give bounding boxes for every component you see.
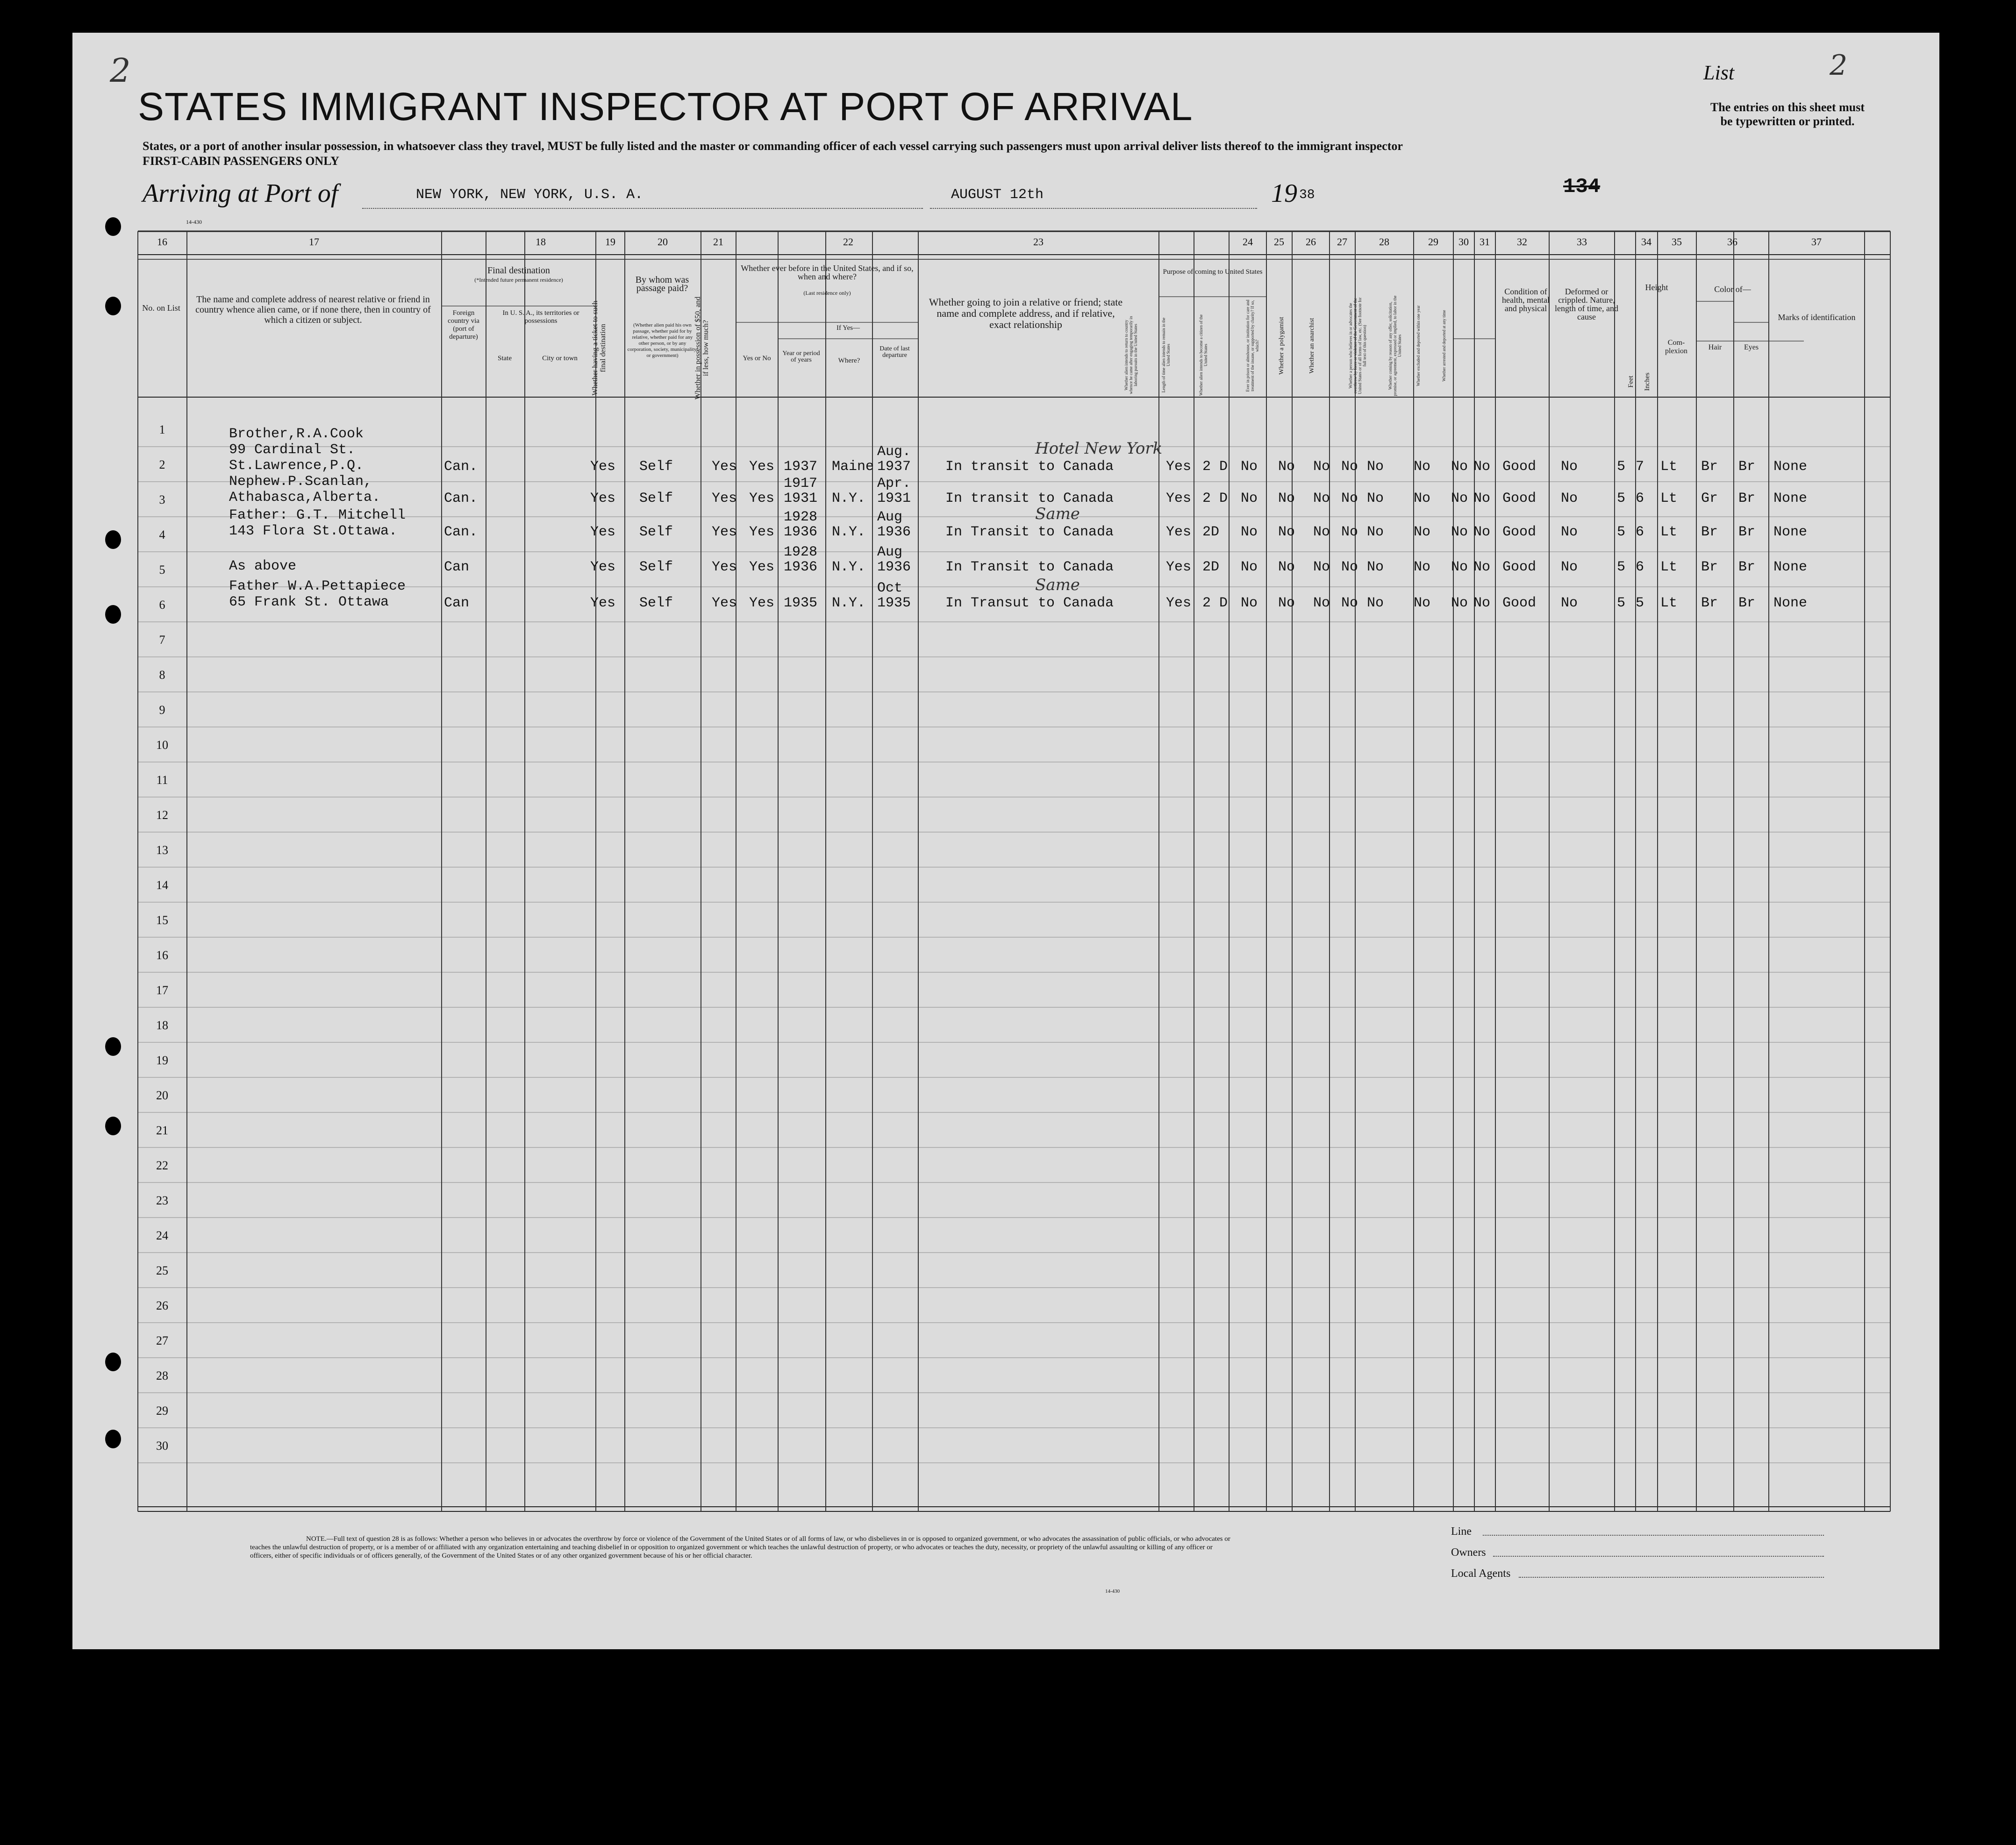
row-number: 5 xyxy=(159,563,165,577)
q29-cell: No xyxy=(1414,491,1431,506)
departure-cell: 1936 xyxy=(877,524,911,540)
header-hair: Hair xyxy=(1708,343,1722,351)
year-suffix: 38 xyxy=(1299,188,1315,202)
inches-cell: 6 xyxy=(1636,491,1644,506)
row-number: 22 xyxy=(156,1159,168,1172)
header-q28: Whether a person who believes in or advocates the overthrow by force or violence of the Government of the United States or of all forms of law, etc. (See footnote for full text of this question) xyxy=(1348,297,1367,394)
fifty-dollars-cell: Yes xyxy=(712,459,737,475)
column-number: 21 xyxy=(713,236,723,248)
header-yes-no: Yes or No xyxy=(743,355,771,362)
q29-cell: No xyxy=(1414,559,1431,575)
year-cell: 1936 xyxy=(784,524,818,540)
row-number: 23 xyxy=(156,1194,168,1207)
q28-cell: No xyxy=(1367,491,1384,506)
anarchist-cell: No xyxy=(1341,459,1358,475)
q31-cell: No xyxy=(1473,491,1491,506)
header-inches: Inches xyxy=(1644,372,1651,391)
polygamist-cell: No xyxy=(1313,491,1330,506)
joining-cell: In transit to Canada xyxy=(945,459,1114,475)
eyes-cell: Br xyxy=(1738,491,1756,506)
column-number: 32 xyxy=(1517,236,1527,248)
column-number: 24 xyxy=(1243,236,1253,248)
header-eyes: Eyes xyxy=(1744,343,1759,351)
health-cell: Good xyxy=(1502,524,1537,540)
header-city: City or town xyxy=(542,355,578,362)
deformed-cell: No xyxy=(1561,595,1578,611)
foreign-country-cell: Can. xyxy=(444,524,478,540)
list-label: List xyxy=(1703,61,1735,84)
q30-cell: No xyxy=(1451,595,1468,611)
prison-cell: No xyxy=(1278,595,1295,611)
departure-cell: 1937 xyxy=(877,459,911,475)
header-date-departure: Date of last departure xyxy=(879,345,910,359)
health-cell: Good xyxy=(1502,459,1537,475)
class-line: FIRST-CABIN PASSENGERS ONLY xyxy=(143,154,339,168)
purpose-length-cell: 2D xyxy=(1202,559,1220,575)
purpose-length-cell: 2D xyxy=(1202,524,1220,540)
health-cell: Good xyxy=(1502,595,1537,611)
form-number: 14-430 xyxy=(186,219,202,225)
inches-cell: 7 xyxy=(1636,459,1644,475)
year-cell: 1936 xyxy=(784,559,818,575)
relative-line: St.Lawrence,P.Q. xyxy=(229,458,364,474)
table-grid xyxy=(72,33,1939,1649)
passage-paid-cell: Self xyxy=(639,459,673,475)
header-final-destination: Final destination xyxy=(487,265,550,276)
foreign-country-cell: Can. xyxy=(444,491,478,506)
inches-cell: 6 xyxy=(1636,559,1644,575)
header-polygamist: Whether a polygamist xyxy=(1278,317,1285,375)
header-deformed: Deformed or crippled. Nature, length of time, and cause xyxy=(1555,287,1618,321)
health-cell: Good xyxy=(1502,491,1537,506)
year-prefix: 19 xyxy=(1271,179,1297,208)
joining-cell: In Transit to Canada xyxy=(945,524,1114,540)
header-joining: Whether going to join a relative or friend; state name and complete address, and if relative, exact relationship xyxy=(929,296,1123,330)
column-number: 22 xyxy=(843,236,853,248)
header-if-yes: If Yes— xyxy=(836,324,860,332)
row-number: 28 xyxy=(156,1369,168,1382)
relative-line: Father: G.T. Mitchell xyxy=(229,507,406,523)
header-in-usa: In U. S. A., its territories or possessions xyxy=(502,309,579,325)
ever-before-cell: Yes xyxy=(749,559,775,575)
q29-cell: No xyxy=(1414,595,1431,611)
departure-cell: 1931 xyxy=(877,491,911,506)
row-number: 11 xyxy=(156,773,168,787)
owners-label: Owners xyxy=(1451,1546,1486,1559)
relative-line: Nephew.P.Scanlan, xyxy=(229,474,372,490)
column-number: 30 xyxy=(1458,236,1469,248)
q29-cell: No xyxy=(1414,524,1431,540)
header-last-residence: (Last residence only) xyxy=(803,290,851,296)
row-number: 4 xyxy=(159,528,165,541)
purpose-length-cell: 2 D xyxy=(1202,491,1228,506)
fifty-dollars-cell: Yes xyxy=(712,595,737,611)
column-number: 17 xyxy=(309,236,319,248)
relative-line: 143 Flora St.Ottawa. xyxy=(229,523,398,539)
column-number: 19 xyxy=(605,236,615,248)
deformed-cell: No xyxy=(1561,559,1578,575)
polygamist-cell: No xyxy=(1313,595,1330,611)
relative-line: 99 Cardinal St. xyxy=(229,442,356,458)
where-cell: N.Y. xyxy=(832,491,866,506)
passage-paid-cell: Self xyxy=(639,559,673,575)
purpose-citizen-cell: No xyxy=(1241,459,1258,475)
q28-cell: No xyxy=(1367,524,1384,540)
ever-before-cell: Yes xyxy=(749,491,775,506)
where-cell: N.Y. xyxy=(832,595,866,611)
relative-line: Athabasca,Alberta. xyxy=(229,490,381,506)
header-anarchist: Whether an anarchist xyxy=(1308,318,1315,374)
column-number: 33 xyxy=(1577,236,1587,248)
inches-cell: 6 xyxy=(1636,524,1644,540)
passage-paid-cell: Self xyxy=(639,491,673,506)
complexion-cell: Lt xyxy=(1660,595,1678,611)
relative-line: As above xyxy=(229,558,297,574)
ticket-cell: Yes xyxy=(590,459,616,475)
marks-cell: None xyxy=(1773,459,1808,475)
q31-cell: No xyxy=(1473,595,1491,611)
column-number: 23 xyxy=(1033,236,1044,248)
where-cell: N.Y. xyxy=(832,524,866,540)
hair-cell: Br xyxy=(1701,524,1718,540)
complexion-cell: Lt xyxy=(1660,559,1678,575)
q30-cell: No xyxy=(1451,491,1468,506)
foreign-country-cell: Can. xyxy=(444,459,478,475)
feet-cell: 5 xyxy=(1617,491,1626,506)
joining-cell: In transit to Canada xyxy=(945,491,1114,506)
fifty-dollars-cell: Yes xyxy=(712,491,737,506)
date-value: AUGUST 12th xyxy=(951,187,1044,203)
prison-cell: No xyxy=(1278,559,1295,575)
purpose-citizen-cell: No xyxy=(1241,524,1258,540)
header-ever-before: Whether ever before in the United States, and if so, when and where? xyxy=(741,264,914,281)
departure-cell: Apr. xyxy=(877,476,911,492)
departure-cell: Aug xyxy=(877,509,903,525)
handwritten-note: Hotel New York xyxy=(1035,439,1163,458)
row-number: 29 xyxy=(156,1404,168,1418)
ticket-cell: Yes xyxy=(590,559,616,575)
where-cell: Maine xyxy=(832,459,874,475)
typewritten-note-2: be typewritten or printed. xyxy=(1720,114,1855,128)
foreign-country-cell: Can xyxy=(444,559,470,575)
fifty-dollars-cell: Yes xyxy=(712,559,737,575)
q28-cell: No xyxy=(1367,595,1384,611)
header-ticket: Whether having a ticket to such final destination xyxy=(591,300,607,396)
header-health: Condition of health, mental and physical xyxy=(1502,287,1550,313)
header-nearest-relative: The name and complete address of nearest relative or friend in country whence alien came, or if none there, then in country of which a citizen or subject. xyxy=(195,294,431,325)
row-number: 18 xyxy=(156,1019,168,1032)
purpose-return-cell: Yes xyxy=(1166,459,1192,475)
prison-cell: No xyxy=(1278,491,1295,506)
local-agents-field[interactable] xyxy=(1519,1577,1824,1578)
row-number: 8 xyxy=(159,668,165,682)
column-number: 29 xyxy=(1428,236,1438,248)
q31-cell: No xyxy=(1473,524,1491,540)
row-number: 26 xyxy=(156,1299,168,1312)
row-number: 6 xyxy=(159,598,165,612)
column-number: 25 xyxy=(1274,236,1284,248)
column-number: 37 xyxy=(1811,236,1822,248)
complexion-cell: Lt xyxy=(1660,524,1678,540)
q30-cell: No xyxy=(1451,559,1468,575)
purpose-length-cell: 2 D xyxy=(1202,459,1228,475)
row-number: 3 xyxy=(159,493,165,506)
ticket-cell: Yes xyxy=(590,524,616,540)
hair-cell: Br xyxy=(1701,559,1718,575)
anarchist-cell: No xyxy=(1341,524,1358,540)
owners-field[interactable] xyxy=(1493,1556,1824,1557)
departure-cell: Oct xyxy=(877,580,903,596)
year-cell: 1937 xyxy=(784,459,818,475)
purpose-return-cell: Yes xyxy=(1166,524,1192,540)
list-number: 2 xyxy=(1830,49,1848,82)
row-number: 24 xyxy=(156,1229,168,1242)
column-number: 31 xyxy=(1480,236,1490,248)
header-q29: Whether coming by reason of any offer, solicitation, promise, or agreement, expressed or implied, to labor in the United States xyxy=(1388,295,1402,396)
header-passage-paid: By whom was passage paid? xyxy=(635,275,689,293)
header-passage-note: (Whether alien paid his own passage, whether paid for by relative, whether paid for any other person, or by any corporation, society, municipality, or government) xyxy=(627,322,698,358)
column-number: 35 xyxy=(1672,236,1682,248)
instruction-text: States, or a port of another insular possession, in whatsoever class they travel, MUST be fully listed and the master or commanding officer of each vessel carrying such passengers must upon arrival deliver lists thereof to the immigrant inspector xyxy=(143,139,1403,153)
row-number: 12 xyxy=(156,808,168,822)
departure-cell: Aug xyxy=(877,544,903,560)
row-number: 13 xyxy=(156,843,168,857)
fifty-dollars-cell: Yes xyxy=(712,524,737,540)
joining-cell: In Transit to Canada xyxy=(945,559,1114,575)
line-field[interactable] xyxy=(1483,1535,1824,1536)
polygamist-cell: No xyxy=(1313,459,1330,475)
marks-cell: None xyxy=(1773,491,1808,506)
hair-cell: Gr xyxy=(1701,491,1718,506)
row-number: 21 xyxy=(156,1124,168,1137)
page-title: STATES IMMIGRANT INSPECTOR AT PORT OF ARRIVAL xyxy=(138,85,1193,128)
deformed-cell: No xyxy=(1561,524,1578,540)
column-number: 36 xyxy=(1727,236,1737,248)
local-agents-label: Local Agents xyxy=(1451,1567,1511,1580)
feet-cell: 5 xyxy=(1617,459,1626,475)
row-number: 30 xyxy=(156,1439,168,1453)
header-color-of: Color of— xyxy=(1714,285,1751,294)
eyes-cell: Br xyxy=(1738,524,1756,540)
ever-before-cell: Yes xyxy=(749,459,775,475)
column-number: 27 xyxy=(1337,236,1347,248)
row-number: 19 xyxy=(156,1054,168,1067)
complexion-cell: Lt xyxy=(1660,459,1678,475)
header-foreign-country: Foreign country via (port of departure) xyxy=(448,309,479,341)
eyes-cell: Br xyxy=(1738,459,1756,475)
purpose-citizen-cell: No xyxy=(1241,491,1258,506)
purpose-return-cell: Yes xyxy=(1166,559,1192,575)
polygamist-cell: No xyxy=(1313,559,1330,575)
feet-cell: 5 xyxy=(1617,524,1626,540)
footer-note: NOTE.—Full text of question 28 is as follows: Whether a person who believes in or advocates the overthrow by force or violence of the Government of the United States or of all forms of law, or who disbelieves in or is opposed to organized government, or who advocates the assassination of public officials, or who advocates or teaches the unlawful destruction of property, or is a member of or affiliated with any organization entertaining and teaching disbelief in or opposition to organized government or which teaches the unlawful destruction of property, or who advocates or teaches the duty, necessity, or propriety of the unlawful assaulting or killing of any officer or officers, either of specific individuals or of officers generally, of the Government of the United States or of any other organized government because of his or her official character. xyxy=(250,1535,1230,1560)
eyes-cell: Br xyxy=(1738,595,1756,611)
header-purpose: Purpose of coming to United States xyxy=(1163,268,1263,276)
deformed-cell: No xyxy=(1561,491,1578,506)
column-number: 18 xyxy=(536,236,546,248)
purpose-citizen-cell: No xyxy=(1241,559,1258,575)
year-cell: 1935 xyxy=(784,595,818,611)
page-mark: 2 xyxy=(110,51,131,90)
hair-cell: Br xyxy=(1701,459,1718,475)
departure-cell: 1936 xyxy=(877,559,911,575)
header-state: State xyxy=(498,355,512,362)
q30-cell: No xyxy=(1451,459,1468,475)
header-year-period: Year or period of years xyxy=(782,350,820,363)
handwritten-note: Same xyxy=(1035,576,1080,594)
footer-form-number: 14-430 xyxy=(1105,1589,1120,1594)
row-number: 14 xyxy=(156,878,168,892)
anarchist-cell: No xyxy=(1341,491,1358,506)
row-number: 25 xyxy=(156,1264,168,1277)
header-final-destination-note: (*Intended future permanent residence) xyxy=(474,277,563,283)
q28-cell: No xyxy=(1367,459,1384,475)
manifest-sheet xyxy=(72,33,1939,1649)
prison-cell: No xyxy=(1278,524,1295,540)
relative-line: Father W.A.Pettapiece xyxy=(229,578,406,594)
feet-cell: 5 xyxy=(1617,595,1626,611)
header-prison: Ever in prison or almshouse, or institution for care and treatment of the insane, or supported by charity? If so, which? xyxy=(1245,299,1259,392)
header-complexion: Com-plexion xyxy=(1665,339,1687,355)
q29-cell: No xyxy=(1414,459,1431,475)
deformed-cell: No xyxy=(1561,459,1578,475)
row-number: 20 xyxy=(156,1089,168,1102)
header-q31: Whether arrested and deported at any time xyxy=(1442,310,1446,382)
year-cell: 1928 xyxy=(784,544,818,560)
row-number: 16 xyxy=(156,948,168,962)
purpose-citizen-cell: No xyxy=(1241,595,1258,611)
row-number: 17 xyxy=(156,983,168,997)
row-number: 15 xyxy=(156,913,168,927)
year-cell: 1931 xyxy=(784,491,818,506)
arriving-label: Arriving at Port of xyxy=(143,179,338,208)
purpose-length-cell: 2 D xyxy=(1202,595,1228,611)
foreign-country-cell: Can xyxy=(444,595,470,611)
column-number: 34 xyxy=(1641,236,1651,248)
header-purpose-a: Whether alien intends to return to country whence he came after engaging temporarily in laboring pursuits in the United States xyxy=(1124,316,1138,394)
prison-cell: No xyxy=(1278,459,1295,475)
column-number: 16 xyxy=(157,236,167,248)
marks-cell: None xyxy=(1773,524,1808,540)
q31-cell: No xyxy=(1473,459,1491,475)
hair-cell: Br xyxy=(1701,595,1718,611)
relative-line: Brother,R.A.Cook xyxy=(229,426,364,442)
anarchist-cell: No xyxy=(1341,559,1358,575)
marks-cell: None xyxy=(1773,595,1808,611)
column-number: 28 xyxy=(1379,236,1389,248)
sheet-number: 134 xyxy=(1563,175,1601,199)
column-number: 20 xyxy=(658,236,668,248)
ever-before-cell: Yes xyxy=(749,595,775,611)
joining-cell: In Transut to Canada xyxy=(945,595,1114,611)
passage-paid-cell: Self xyxy=(639,595,673,611)
handwritten-note: Same xyxy=(1035,505,1080,523)
departure-cell: 1935 xyxy=(877,595,911,611)
row-number: 7 xyxy=(159,633,165,647)
eyes-cell: Br xyxy=(1738,559,1756,575)
feet-cell: 5 xyxy=(1617,559,1626,575)
row-number: 2 xyxy=(159,458,165,471)
q30-cell: No xyxy=(1451,524,1468,540)
row-number: 10 xyxy=(156,738,168,752)
line-label: Line xyxy=(1451,1525,1472,1538)
column-number: 26 xyxy=(1306,236,1316,248)
header-where: Where? xyxy=(838,357,860,364)
where-cell: N.Y. xyxy=(832,559,866,575)
header-purpose-c: Whether alien intends to become a citizen of the United States xyxy=(1199,314,1208,396)
purpose-return-cell: Yes xyxy=(1166,595,1192,611)
q31-cell: No xyxy=(1473,559,1491,575)
header-no-on-list: No. on List xyxy=(142,303,180,313)
anarchist-cell: No xyxy=(1341,595,1358,611)
passage-paid-cell: Self xyxy=(639,524,673,540)
year-cell: 1928 xyxy=(784,509,818,525)
row-number: 1 xyxy=(159,423,165,436)
header-feet: Feet xyxy=(1627,376,1635,388)
ticket-cell: Yes xyxy=(590,595,616,611)
year-cell: 1917 xyxy=(784,476,818,492)
header-purpose-b: Length of time alien intends to remain in the United States xyxy=(1161,317,1171,393)
health-cell: Good xyxy=(1502,559,1537,575)
ticket-cell: Yes xyxy=(590,491,616,506)
ever-before-cell: Yes xyxy=(749,524,775,540)
q28-cell: No xyxy=(1367,559,1384,575)
relative-line: 65 Frank St. Ottawa xyxy=(229,594,389,610)
header-marks: Marks of identification xyxy=(1778,313,1856,322)
row-number: 27 xyxy=(156,1334,168,1347)
typewritten-note-1: The entries on this sheet must xyxy=(1710,100,1865,114)
port-value: NEW YORK, NEW YORK, U.S. A. xyxy=(416,187,643,203)
header-fifty-dollars: Whether in possession of $50, and if less, how much? xyxy=(694,296,710,400)
departure-cell: Aug. xyxy=(877,444,911,460)
inches-cell: 5 xyxy=(1636,595,1644,611)
header-height: Height xyxy=(1645,283,1668,292)
row-number: 9 xyxy=(159,703,165,717)
purpose-return-cell: Yes xyxy=(1166,491,1192,506)
polygamist-cell: No xyxy=(1313,524,1330,540)
marks-cell: None xyxy=(1773,559,1808,575)
complexion-cell: Lt xyxy=(1660,491,1678,506)
header-q30: Whether excluded and deported within one year xyxy=(1416,305,1421,386)
